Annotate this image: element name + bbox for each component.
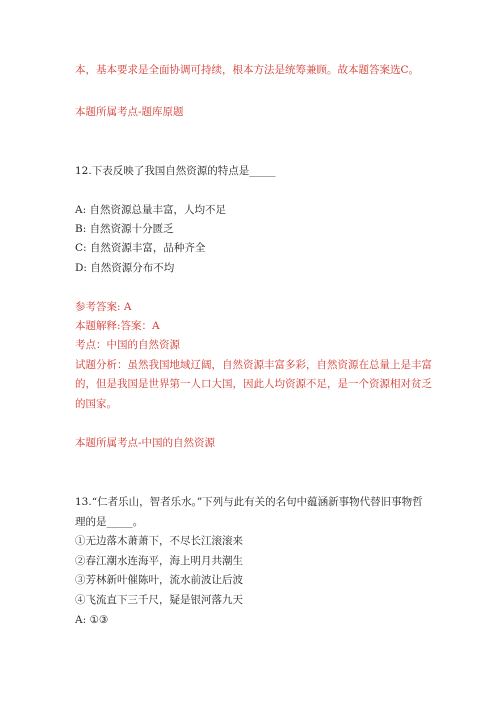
q12-option-a: A: 自然资源总量丰富，人均不足 (75, 204, 226, 216)
q12-reference-answer: 参考答案: A (75, 301, 132, 313)
prev-source-point: 本题所属考点-题库原题 (75, 106, 184, 118)
question-13-stem-line-2: 理的是_____。 (75, 516, 144, 528)
q12-option-b: B: 自然资源十分匮乏 (75, 223, 174, 235)
q12-source-point: 本题所属考点-中国的自然资源 (75, 437, 216, 449)
q13-item-3: ③芳林新叶催陈叶，流水前波让后波 (75, 574, 243, 586)
q13-item-1: ①无边落木萧萧下，不尽长江滚滚来 (75, 535, 243, 547)
q12-analysis-line-3: 的国家。 (75, 398, 117, 410)
prev-analysis-tail: 本，基本要求是全面协调可持续，根本方法是统筹兼顾。故本题答案选C。 (75, 64, 420, 76)
q12-option-c: C: 自然资源丰富，品种齐全 (75, 242, 206, 254)
q12-analysis-line-1: 试题分析：虽然我国地域辽阔，自然资源丰富多彩，自然资源在总量上是丰富 (75, 359, 432, 371)
q12-explanation: 本题解释:答案：A (75, 320, 160, 332)
q12-point: 考点：中国的自然资源 (75, 339, 180, 351)
question-12-stem: 12.下表反映了我国自然资源的特点是_____ (75, 165, 276, 177)
q13-option-a: A: ①③ (75, 614, 109, 626)
q12-analysis-line-2: 的，但是我国是世界第一人口大国，因此人均资源不足，是一个资源相对贫乏 (75, 378, 432, 390)
q13-item-4: ④飞流直下三千尺，疑是银河落九天 (75, 594, 243, 606)
q12-option-d: D: 自然资源分布不均 (75, 262, 175, 274)
q13-item-2: ②春江潮水连海平，海上明月共潮生 (75, 555, 243, 567)
question-13-stem-line-1: 13.“仁者乐山，智者乐水。”下列与此有关的名句中蕴涵新事物代替旧事物哲 (75, 496, 423, 508)
